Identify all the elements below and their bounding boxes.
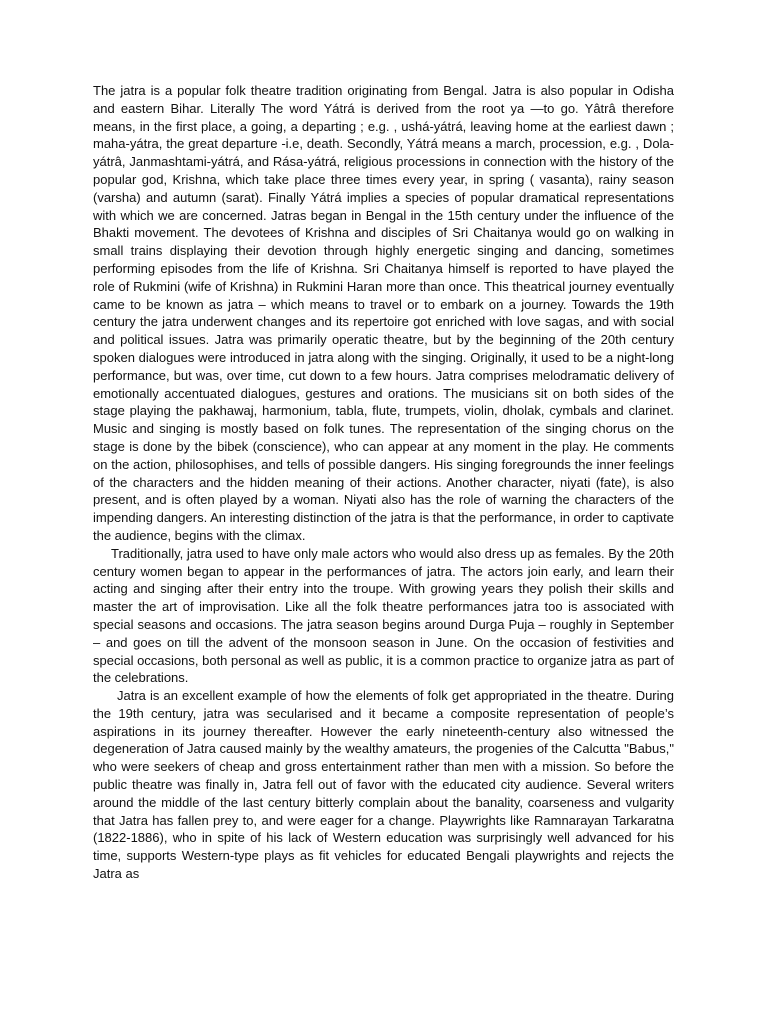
paragraph-1: The jatra is a popular folk theatre tradition originating from Bengal. Jatra is also popular in Odisha and eastern Bihar. Literally The word Yátrá is derived from the root ya —to go. Yâtrâ therefore means, in the first place, a going, a departing ; e.g. , ushá-yátrá, leaving home at the earliest dawn ; maha-yátra, the great departure -i.e, death. Secondly, Yátrá means a march, procession, e.g. , Dola-yátrâ, Janmashtami-yátrá, and Rása-yátrá, religious processions in connection with the history of the popular god, Krishna, which take place three times every year, in spring ( vasanta), rainy season (varsha) and autumn (sarat). Finally Yátrá implies a species of popular dramatical representations with which we are concerned. Jatras began in Bengal in the 15th century under the influence of the Bhakti movement. The devotees of Krishna and disciples of Sri Chaitanya would go on walking in small trains displaying their devotion through highly energetic singing and dancing, sometimes performing episodes from the life of Krishna. Sri Chaitanya himself is reported to have played the role of Rukmini (wife of Krishna) in Rukmini Haran more than once. This theatrical journey eventually came to be known as jatra – which means to travel or to embark on a journey. Towards the 19th century the jatra underwent changes and its repertoire got enriched with love sagas, and with social and political issues. Jatra was primarily operatic theatre, but by the beginning of the 20th century spoken dialogues were introduced in jatra along with the singing. Originally, it used to be a night-long performance, but was, over time, cut down to a few hours. Jatra comprises melodramatic delivery of emotionally accentuated dialogues, gestures and orations. The musicians sit on both sides of the stage playing the pakhawaj, harmonium, tabla, flute, trumpets, violin, dholak, cymbals and clarinet. Music and singing is mostly based on folk tunes. The representation of the singing chorus on the stage is done by the bibek (conscience), who can appear at any moment in the play. He comments on the action, philosophises, and tells of possible dangers. His singing foregrounds the inner feelings of the characters and the hidden meaning of their actions. Another character, niyati (fate), is also present, and is often played by a woman. Niyati also has the role of warning the characters of the impending dangers. An interesting distinction of the jatra is that the performance, in order to captivate the audience, begins with the climax. — [93, 83, 675, 543]
paragraph-3: Jatra is an excellent example of how the elements of folk get appropriated in the theatre. During the 19th century, jatra was secularised and it became a composite representation of people’s aspirations in its journey thereafter. However the early nineteenth-century also witnessed the degeneration of Jatra caused mainly by the wealthy amateurs, the progenies of the Calcutta "Babus," who were seekers of cheap and gross entertainment rather than men with a mission. So before the public theatre was finally in, Jatra fell out of favor with the educated city audience. Several writers around the middle of the last century bitterly complain about the banality, coarseness and vulgarity that Jatra has fallen prey to, and were eager for a change. Playwrights like Ramnarayan Tarkaratna (1822-1886), who in spite of his lack of Western education was surprisingly well advanced for his time, supports Western-type plays as fit vehicles for educated Bengali playwrights and rejects the Jatra as — [93, 688, 674, 882]
document-page — [93, 82, 674, 883]
paragraph-2: Traditionally, jatra used to have only male actors who would also dress up as females. By the 20th century women began to appear in the performances of jatra. The actors join early, and learn their acting and singing after their entry into the troupe. With growing years they polish their skills and master the art of improvisation. Like all the folk theatre performances jatra too is associated with special seasons and occasions. The jatra season begins around Durga Puja – roughly in September – and goes on till the advent of the monsoon season in June. On the occasion of festivities and special occasions, both personal as well as public, it is a common practice to organize jatra as part of the celebrations. — [93, 545, 674, 686]
